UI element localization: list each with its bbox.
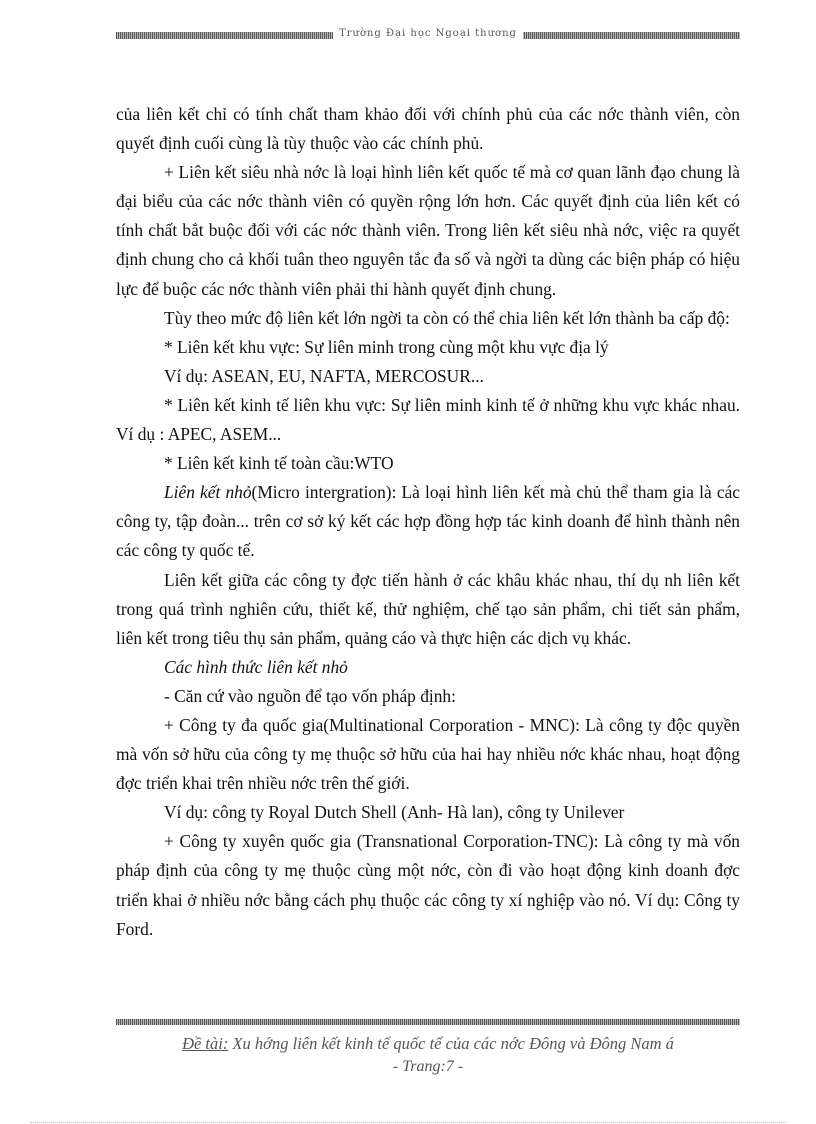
paragraph: * Liên kết kinh tế toàn cầu:WTO xyxy=(164,453,394,474)
paragraph: + Công ty xuyên quốc gia (Transnational Corporation-TNC): Là công ty mà vốn pháp định của công ty mẹ thuộc cùng một nớc, còn đi vào hoạt động kinh doanh đợc triển khai ở nhiều nớc bằng cách phụ thuộc các công ty xí nghiệp vào nó. Ví dụ: Công ty Ford. xyxy=(116,831,740,939)
section-heading: Các hình thức liên kết nhỏ xyxy=(164,656,348,677)
footer-title-text: Xu hớng liên kết kinh tế quốc tế của các nớc Đông và Đông Nam á xyxy=(228,1034,674,1053)
paragraph: + Liên kết siêu nhà nớc là loại hình liên kết quốc tế mà cơ quan lãnh đạo chung là đại biểu của các nớc thành viên có quyền rộng lớn hơn. Các quyết định của liên kết có tính chất bắt buộc đối với các nớc thành viên. Trong liên kết siêu nhà nớc, việc ra quyết định chung cho cả khối tuân theo nguyên tắc đa số và ngời ta dùng các biện pháp có hiệu lực để buộc các nớc thành viên phải thi hành quyết định chung. xyxy=(116,162,740,299)
paragraph-micro xyxy=(116,478,740,565)
paragraph: * Liên kết khu vực: Sự liên minh trong cùng một khu vực địa lý xyxy=(164,336,609,357)
paragraph: Tùy theo mức độ liên kết lớn ngời ta còn có thể chia liên kết lớn thành ba cấp độ: xyxy=(164,307,730,328)
paragraph: của liên kết chỉ có tính chất tham khảo đối với chính phủ của các nớc thành viên, còn quyết định cuối cùng là tùy thuộc vào các chính phủ. xyxy=(116,104,740,154)
document-body xyxy=(116,100,740,944)
paragraph: Liên kết giữa các công ty đợc tiến hành ở các khâu khác nhau, thí dụ nh liên kết trong quá trình nghiên cứu, thiết kế, thử nghiệm, chế tạo sản phẩm, chi tiết sản phẩm, liên kết trong tiêu thụ sản phẩm, quảng cáo và thực hiện các dịch vụ khác. xyxy=(116,569,740,648)
micro-text: (Micro intergration): Là loại hình liên kết mà chủ thể tham gia là các công ty, tập đoàn... trên cơ sở ký kết các hợp đồng hợp tác kinh doanh để hình thành nên các công ty quốc tế. xyxy=(116,482,741,561)
running-header: Trường Đại học Ngoại thương xyxy=(116,28,740,39)
paragraph: Ví dụ: công ty Royal Dutch Shell (Anh- Hà lan), công ty Unilever xyxy=(164,802,625,823)
page-number: - Trang:7 - xyxy=(392,1058,464,1075)
footer-rule xyxy=(116,1019,740,1025)
paragraph: + Công ty đa quốc gia(Multinational Corporation - MNC): Là công ty độc quyền mà vốn sở hữu của công ty mẹ thuộc sở hữu của hai hay nhiều nớc khác nhau, hoạt động đợc triển khai trên nhiều nớc trên thế giới. xyxy=(116,714,740,794)
paragraph: Ví dụ: ASEAN, EU, NAFTA, MERCOSUR... xyxy=(164,365,484,386)
paragraph: * Liên kết kinh tế liên khu vực: Sự liên minh kinh tế ở những khu vực khác nhau. Ví dụ : APEC, ASEM... xyxy=(116,394,740,445)
paragraph: - Căn cứ vào nguồn để tạo vốn pháp định: xyxy=(164,685,456,706)
micro-term: Liên kết nhỏ xyxy=(164,482,252,503)
footer-title xyxy=(116,1034,740,1054)
footer-label: Đề tài: xyxy=(182,1034,229,1053)
